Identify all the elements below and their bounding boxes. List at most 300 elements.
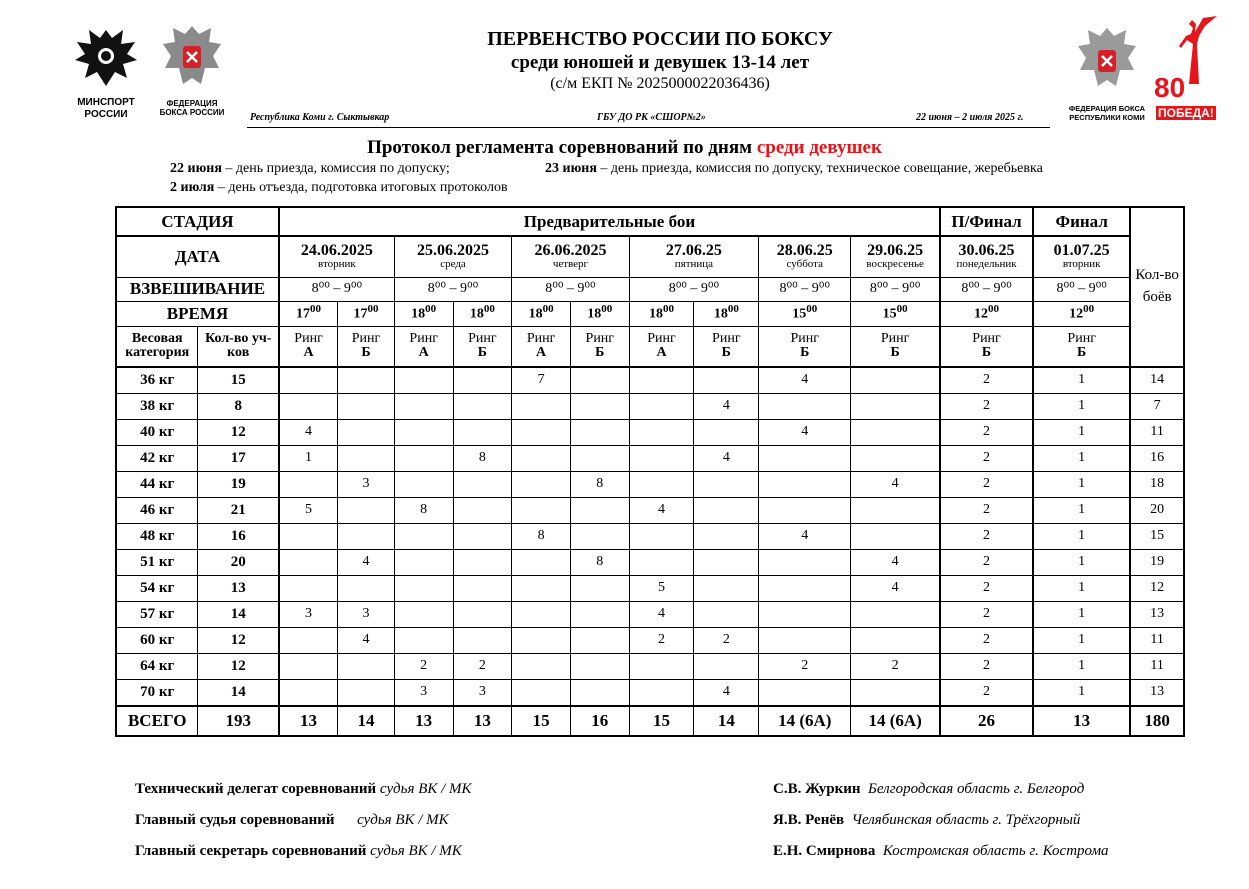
- session-time: [629, 301, 694, 326]
- weight-category: 46 кг: [116, 498, 198, 524]
- fights-count-header: Кол-во боёв: [1130, 207, 1184, 367]
- weight-category: 44 кг: [116, 472, 198, 498]
- header-place: Республика Коми г. Сыктывкар: [250, 112, 390, 123]
- fights-cell: 2: [940, 367, 1033, 394]
- participants-count: 8: [198, 394, 279, 420]
- row-total-fights: 180: [1130, 706, 1184, 736]
- ring-cell: [851, 326, 940, 367]
- weigh-in-time: 8⁰⁰ – 9⁰⁰: [279, 277, 394, 301]
- fights-cell: [570, 498, 629, 524]
- table-row: [116, 446, 1184, 472]
- weight-category: 40 кг: [116, 420, 198, 446]
- ring-cell: [453, 326, 512, 367]
- signature-name-line: [773, 781, 1084, 798]
- note-text-1: – день приезда, комиссия по допуску;: [221, 161, 450, 176]
- session-minutes: 00: [425, 303, 437, 316]
- fights-cell: [512, 654, 571, 680]
- fights-cell: 2: [940, 628, 1033, 654]
- protocol-title-main: Протокол регламента соревнований по дням: [367, 137, 753, 158]
- fights-cell: 4: [851, 576, 940, 602]
- weekday: вторник: [318, 258, 356, 271]
- fbrk-text: ФЕДЕРАЦИЯ БОКСА РЕСПУБЛИКИ КОМИ: [1068, 104, 1146, 122]
- fights-cell: [279, 576, 338, 602]
- note-date-1: 22 июня: [170, 161, 222, 176]
- fights-cell: [851, 394, 940, 420]
- fights-cell: 5: [629, 576, 694, 602]
- fights-cell: 2: [759, 654, 851, 680]
- header-organizer: ГБУ ДО РК «СШОР№2»: [597, 112, 706, 123]
- weigh-in-time: 8⁰⁰ – 9⁰⁰: [851, 277, 940, 301]
- fights-cell: 4: [629, 498, 694, 524]
- signature-place: Белгородская область г. Белгород: [868, 781, 1085, 797]
- fights-cell: 2: [940, 602, 1033, 628]
- session-minutes: 00: [310, 303, 322, 316]
- participants-count: 15: [198, 367, 279, 394]
- fights-cell: 2: [394, 654, 453, 680]
- fights-cell: 13: [394, 706, 453, 736]
- session-hour: 17: [353, 306, 368, 322]
- note-line-2: [170, 180, 508, 196]
- weight-category: 54 кг: [116, 576, 198, 602]
- ring-word: Ринг: [972, 330, 1001, 346]
- fights-cell: 2: [940, 550, 1033, 576]
- participants-count: 20: [198, 550, 279, 576]
- fbrk-logo: [1066, 24, 1148, 122]
- fights-cell: [694, 472, 759, 498]
- date-value: 26.06.2025: [534, 241, 607, 259]
- fights-cell: 4: [851, 550, 940, 576]
- fights-cell: [512, 628, 571, 654]
- signature-category: судья ВК / МК: [379, 781, 472, 797]
- weight-category: 42 кг: [116, 446, 198, 472]
- session-minutes: 00: [601, 303, 613, 316]
- session-time: [851, 301, 940, 326]
- fbrk-emblem-icon: [1074, 24, 1140, 100]
- ring-word: Ринг: [294, 330, 323, 346]
- ring-cell: [940, 326, 1033, 367]
- note-text-2: – день приезда, комиссия по допуску, техническое совещание, жеребьевка: [596, 161, 1043, 176]
- fights-cell: [453, 576, 512, 602]
- fights-cell: 2: [940, 394, 1033, 420]
- fights-cell: 4: [851, 472, 940, 498]
- ring-cell: [279, 326, 338, 367]
- signature-role-line: [135, 843, 462, 860]
- table-row: [116, 498, 1184, 524]
- session-hour: 18: [411, 306, 426, 322]
- session-time: [453, 301, 512, 326]
- fights-cell: [570, 628, 629, 654]
- fights-cell: [629, 472, 694, 498]
- ring-letter: Б: [477, 345, 488, 361]
- fights-cell: [570, 680, 629, 707]
- header-title-1: ПЕРВЕНСТВО РОССИИ ПО БОКСУ: [487, 28, 833, 50]
- table-row: [116, 394, 1184, 420]
- session-time: [759, 301, 851, 326]
- fights-cell: [759, 628, 851, 654]
- session-time: [279, 301, 338, 326]
- ring-cell: [629, 326, 694, 367]
- fights-cell: [851, 367, 940, 394]
- fights-cell: [570, 394, 629, 420]
- fights-cell: 4: [338, 550, 395, 576]
- session-time: [394, 301, 453, 326]
- fights-cell: 8: [570, 550, 629, 576]
- table-row: [116, 628, 1184, 654]
- weigh-in-time: 8⁰⁰ – 9⁰⁰: [1033, 277, 1130, 301]
- weekday: четверг: [552, 258, 589, 271]
- fights-cell: [338, 498, 395, 524]
- signature-role: Главный судья соревнований: [135, 812, 335, 828]
- row-total-fights: 15: [1130, 524, 1184, 550]
- ring-word: Ринг: [1067, 330, 1096, 346]
- fights-cell: [759, 680, 851, 707]
- session-minutes: 00: [483, 303, 495, 316]
- fights-cell: [453, 550, 512, 576]
- fights-cell: 2: [453, 654, 512, 680]
- fights-cell: [279, 680, 338, 707]
- date-value: 01.07.25: [1053, 241, 1110, 259]
- fights-cell: [759, 394, 851, 420]
- fights-cell: 3: [338, 602, 395, 628]
- ring-word: Ринг: [790, 330, 820, 346]
- fights-cell: 3: [453, 680, 512, 707]
- participants-count: 14: [198, 680, 279, 707]
- date-cell: [851, 236, 940, 277]
- fights-cell: 1: [1033, 654, 1130, 680]
- ring-letter: А: [303, 345, 314, 361]
- ring-cell: [694, 326, 759, 367]
- ring-word: Ринг: [468, 330, 497, 346]
- participants-count: 12: [198, 654, 279, 680]
- session-minutes: 00: [806, 303, 818, 316]
- fights-cell: [279, 394, 338, 420]
- totals-label: ВСЕГО: [116, 706, 198, 736]
- fights-cell: [694, 550, 759, 576]
- date-cell: [1033, 236, 1130, 277]
- session-time: [570, 301, 629, 326]
- ring-letter: Б: [361, 345, 371, 361]
- fights-cell: 2: [940, 576, 1033, 602]
- stage-prelim: Предварительные бои: [279, 207, 940, 236]
- fights-cell: [629, 420, 694, 446]
- participants-count: 16: [198, 524, 279, 550]
- fights-cell: [453, 472, 512, 498]
- participants-count: 12: [198, 420, 279, 446]
- fights-cell: [512, 394, 571, 420]
- date-label: ДАТА: [116, 236, 279, 277]
- participants-count: 12: [198, 628, 279, 654]
- fights-cell: 2: [940, 498, 1033, 524]
- session-hour: 18: [649, 306, 664, 322]
- row-total-fights: 7: [1130, 394, 1184, 420]
- fights-cell: [338, 654, 395, 680]
- fights-cell: [851, 524, 940, 550]
- participants-header: Кол-во уч-ков: [198, 326, 279, 367]
- session-hour: 12: [974, 306, 989, 322]
- fights-cell: 1: [1033, 367, 1130, 394]
- fights-cell: 4: [629, 602, 694, 628]
- table-row: [116, 524, 1184, 550]
- signature-name-line: [773, 812, 1080, 829]
- fights-cell: [394, 628, 453, 654]
- fights-cell: 2: [940, 654, 1033, 680]
- stage-label: СТАДИЯ: [116, 207, 279, 236]
- table-row: [116, 420, 1184, 446]
- date-value: 29.06.25: [867, 241, 924, 259]
- stage-semifinal: П/Финал: [940, 207, 1033, 236]
- note-date-2: 23 июня: [545, 161, 597, 176]
- fights-cell: [453, 628, 512, 654]
- row-total-fights: 19: [1130, 550, 1184, 576]
- session-hour: 18: [713, 306, 728, 322]
- weekday: среда: [440, 258, 466, 271]
- fights-cell: 4: [694, 680, 759, 707]
- fights-cell: [694, 654, 759, 680]
- fights-cell: [629, 394, 694, 420]
- fights-cell: 8: [453, 446, 512, 472]
- victory-80-logo: [1154, 14, 1224, 120]
- fights-cell: [338, 524, 395, 550]
- fights-cell: [629, 367, 694, 394]
- fights-cell: 15: [512, 706, 571, 736]
- table-row: [116, 680, 1184, 707]
- fights-cell: [759, 576, 851, 602]
- weight-category: 36 кг: [116, 367, 198, 394]
- protocol-title-red: среди девушек: [756, 137, 882, 158]
- weekday: пятница: [674, 258, 714, 271]
- fights-cell: 1: [1033, 420, 1130, 446]
- fights-cell: 1: [1033, 446, 1130, 472]
- fights-cell: [453, 420, 512, 446]
- signature-role-line: [135, 812, 449, 829]
- ring-word: Ринг: [409, 330, 438, 346]
- fights-cell: 4: [279, 420, 338, 446]
- fights-cell: [512, 472, 571, 498]
- fights-cell: 4: [694, 446, 759, 472]
- session-hour: 18: [528, 306, 543, 322]
- fights-cell: [512, 680, 571, 707]
- row-total-fights: 18: [1130, 472, 1184, 498]
- fights-cell: [512, 446, 571, 472]
- fights-cell: [851, 420, 940, 446]
- fights-cell: [338, 680, 395, 707]
- note-date-3: 2 июля: [170, 180, 215, 195]
- ring-word: Ринг: [585, 330, 615, 346]
- date-cell: [394, 236, 511, 277]
- fights-cell: 8: [394, 498, 453, 524]
- session-minutes: 00: [727, 303, 739, 316]
- fights-cell: 16: [570, 706, 629, 736]
- fights-cell: 4: [694, 394, 759, 420]
- fbr-emblem-icon: [159, 22, 225, 94]
- header-dates: 22 июня – 2 июля 2025 г.: [916, 112, 1024, 123]
- schedule-table: [115, 206, 1185, 737]
- fights-cell: 15: [629, 706, 694, 736]
- header-divider: [247, 127, 1050, 128]
- fights-cell: [759, 446, 851, 472]
- fights-cell: 4: [338, 628, 395, 654]
- fights-cell: [570, 576, 629, 602]
- table-row: [116, 576, 1184, 602]
- fights-cell: 14 (6А): [759, 706, 851, 736]
- participants-count: 17: [198, 446, 279, 472]
- date-cell: [512, 236, 629, 277]
- session-hour: 15: [792, 306, 807, 322]
- fights-cell: 2: [940, 472, 1033, 498]
- fights-cell: 2: [694, 628, 759, 654]
- stage-final: Финал: [1033, 207, 1130, 236]
- table-row: [116, 367, 1184, 394]
- minsport-text: МИНСПОРТ РОССИИ: [77, 97, 135, 120]
- fights-cell: 3: [279, 602, 338, 628]
- date-value: 28.06.25: [776, 241, 833, 259]
- weekday: понедельник: [956, 258, 1017, 271]
- weight-category: 70 кг: [116, 680, 198, 707]
- fights-cell: 4: [759, 524, 851, 550]
- ring-letter: Б: [595, 345, 605, 361]
- row-total-fights: 20: [1130, 498, 1184, 524]
- fights-cell: 8: [570, 472, 629, 498]
- session-time: [940, 301, 1033, 326]
- session-time: [338, 301, 395, 326]
- fights-cell: [570, 446, 629, 472]
- signature-role-line: [135, 781, 471, 798]
- ring-word: Ринг: [526, 330, 556, 346]
- fights-cell: [570, 524, 629, 550]
- session-time: [1033, 301, 1130, 326]
- ring-letter: А: [418, 345, 429, 361]
- session-hour: 15: [882, 306, 897, 322]
- signature-name: Е.Н. Смирнова: [773, 843, 876, 859]
- ring-letter: Б: [1077, 345, 1087, 361]
- row-total-fights: 16: [1130, 446, 1184, 472]
- fights-cell: 1: [1033, 498, 1130, 524]
- fights-cell: [338, 576, 395, 602]
- totals-row: [116, 706, 1184, 736]
- fights-cell: 1: [279, 446, 338, 472]
- fights-cell: 4: [759, 367, 851, 394]
- fbr-text: ФЕДЕРАЦИЯ БОКСА РОССИИ: [159, 99, 225, 118]
- fights-cell: [453, 394, 512, 420]
- fights-cell: [759, 472, 851, 498]
- fights-cell: [394, 576, 453, 602]
- row-total-fights: 11: [1130, 420, 1184, 446]
- row-total-fights: 11: [1130, 654, 1184, 680]
- ring-word: Ринг: [647, 330, 676, 346]
- ring-cell: [394, 326, 453, 367]
- fights-cell: [694, 524, 759, 550]
- ring-letter: Б: [721, 345, 731, 361]
- weigh-in-time: 8⁰⁰ – 9⁰⁰: [759, 277, 851, 301]
- table-row: [116, 550, 1184, 576]
- session-hour: 17: [296, 306, 311, 322]
- session-hour: 18: [469, 306, 484, 322]
- ring-letter: А: [536, 345, 547, 361]
- table-row: [116, 602, 1184, 628]
- ring-cell: [759, 326, 851, 367]
- fights-cell: 13: [453, 706, 512, 736]
- fights-cell: 3: [338, 472, 395, 498]
- ring-cell: [570, 326, 629, 367]
- fights-cell: [851, 498, 940, 524]
- fights-cell: [279, 654, 338, 680]
- ring-letter: Б: [981, 345, 992, 361]
- fights-cell: 2: [851, 654, 940, 680]
- fights-cell: [279, 628, 338, 654]
- fights-cell: [338, 394, 395, 420]
- fights-cell: [453, 367, 512, 394]
- fights-cell: 14 (6А): [851, 706, 940, 736]
- fights-cell: [851, 446, 940, 472]
- fights-cell: 1: [1033, 628, 1130, 654]
- fights-cell: 1: [1033, 550, 1130, 576]
- fights-cell: 14: [694, 706, 759, 736]
- fights-cell: [394, 602, 453, 628]
- signature-role: Главный секретарь соревнований: [135, 843, 367, 859]
- fights-cell: [629, 446, 694, 472]
- fights-cell: 1: [1033, 576, 1130, 602]
- session-minutes: 00: [542, 303, 554, 316]
- fights-cell: [629, 550, 694, 576]
- participants-count: 193: [198, 706, 279, 736]
- participants-count: 13: [198, 576, 279, 602]
- fights-cell: 2: [940, 524, 1033, 550]
- fights-cell: [279, 472, 338, 498]
- signature-category: судья ВК / МК: [370, 843, 462, 859]
- signature-name: С.В. Журкин: [773, 781, 861, 797]
- date-cell: [279, 236, 394, 277]
- header-title-3: (с/м ЕКП № 2025000022036436): [550, 75, 770, 92]
- fights-cell: [394, 420, 453, 446]
- row-total-fights: 13: [1130, 680, 1184, 707]
- signature-role: Технический делегат соревнований: [135, 781, 377, 797]
- fights-cell: [694, 420, 759, 446]
- weekday: воскресенье: [866, 258, 924, 271]
- signature-name-line: [773, 843, 1109, 860]
- signature-category: судья ВК / МК: [357, 812, 449, 828]
- ring-word: Ринг: [351, 330, 381, 346]
- fbr-logo: [152, 22, 232, 117]
- weigh-in-label: ВЗВЕШИВАНИЕ: [116, 277, 279, 301]
- fights-cell: [512, 550, 571, 576]
- fights-cell: 1: [1033, 680, 1130, 707]
- fights-cell: [694, 602, 759, 628]
- fights-cell: 14: [338, 706, 395, 736]
- fights-cell: 2: [940, 680, 1033, 707]
- table-row: [116, 654, 1184, 680]
- weight-category: 57 кг: [116, 602, 198, 628]
- session-minutes: 00: [1083, 303, 1095, 316]
- session-hour: 12: [1069, 306, 1084, 322]
- fights-cell: [279, 367, 338, 394]
- fights-cell: [570, 367, 629, 394]
- note-text-3: – день отъезда, подготовка итоговых протоколов: [214, 180, 508, 195]
- fights-cell: 7: [512, 367, 571, 394]
- fights-cell: [394, 550, 453, 576]
- fights-cell: 13: [279, 706, 338, 736]
- fights-cell: [851, 680, 940, 707]
- weight-category: 51 кг: [116, 550, 198, 576]
- minsport-logo: [62, 24, 150, 121]
- fights-cell: [394, 472, 453, 498]
- signature-name: Я.В. Ренёв: [773, 812, 845, 828]
- fights-cell: 2: [629, 628, 694, 654]
- fights-cell: [851, 628, 940, 654]
- fights-cell: 26: [940, 706, 1033, 736]
- fights-cell: [453, 498, 512, 524]
- session-minutes: 00: [367, 303, 379, 316]
- victory-number: 80: [1154, 72, 1186, 103]
